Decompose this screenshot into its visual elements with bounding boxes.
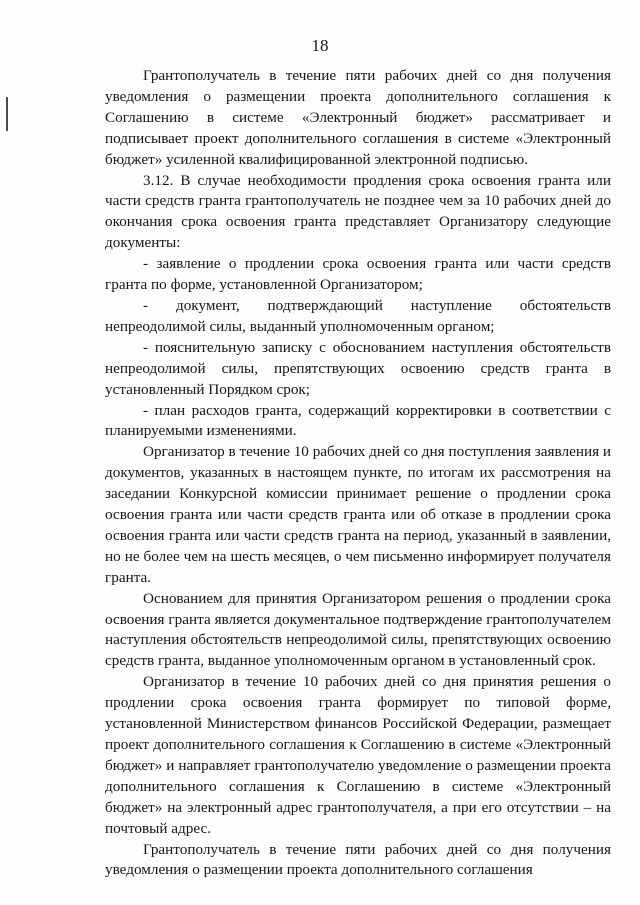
paragraph-1: Грантополучатель в течение пяти рабочих дней со дня получения уведомления о размещении проекта дополнительного соглашения к Соглашению в системе «Электронный бюджет» рассматривает и подписывает проект дополнительного соглашения в системе «Электронный бюджет» усиленной квалифицированной электронной подписью. <box>105 67 611 168</box>
paragraph-9: Организатор в течение 10 рабочих дней со дня принятия решения о продлении срока освоения гранта формирует по типовой форме, установленной Министерством финансов Российской Федерации, размещает проект дополнительного соглашения к Соглашению в системе «Электронный бюджет» и направляет грантополучателю уведомление о размещении проекта дополнительного соглашения к Соглашению в системе «Электронный бюджет» на электронный адрес грантополучателя, а при его отсутствии – на почтовый адрес. <box>105 673 611 837</box>
paragraph-2: 3.12. В случае необходимости продления срока освоения гранта или части средств гранта грантополучатель не позднее чем за 10 рабочих дней до окончания срока освоения гранта представляет Организатору следующие документы: <box>105 171 611 252</box>
paragraph-5: - пояснительную записку с обоснованием наступления обстоятельств непреодолимой силы, препятствующих освоению средств гранта в установленный Порядком срок; <box>105 338 611 398</box>
paragraph-3: - заявление о продлении срока освоения гранта или части средств гранта по форме, установленной Организатором; <box>105 255 611 294</box>
paragraph-4: - документ, подтверждающий наступление обстоятельств непреодолимой силы, выданный уполномоченным органом; <box>105 296 611 335</box>
paragraph-6: - план расходов гранта, содержащий корректировки в соответствии с планируемыми изменениями. <box>105 401 611 440</box>
document-body <box>105 66 611 881</box>
paragraph-10: Грантополучатель в течение пяти рабочих дней со дня получения уведомления о размещении проекта дополнительного соглашения <box>105 840 611 879</box>
paragraph-7: Организатор в течение 10 рабочих дней со дня поступления заявления и документов, указанных в настоящем пункте, по итогам их рассмотрения на заседании Конкурсной комиссии принимает решение о продлении срока освоения гранта или части средств гранта или об отказе в продлении срока освоения гранта или части средств гранта на период, указанный в заявлении, но не более чем на шесть месяцев, о чем письменно информирует получателя гранта. <box>105 443 611 586</box>
page-number: 18 <box>311 36 329 55</box>
paragraph-8: Основанием для принятия Организатором решения о продлении срока освоения гранта является документальное подтверждение грантополучателем наступления обстоятельств непреодолимой силы, препятствующих освоению средств гранта, выданное уполномоченным органом в установленный срок. <box>105 589 611 670</box>
margin-mark <box>6 97 8 131</box>
